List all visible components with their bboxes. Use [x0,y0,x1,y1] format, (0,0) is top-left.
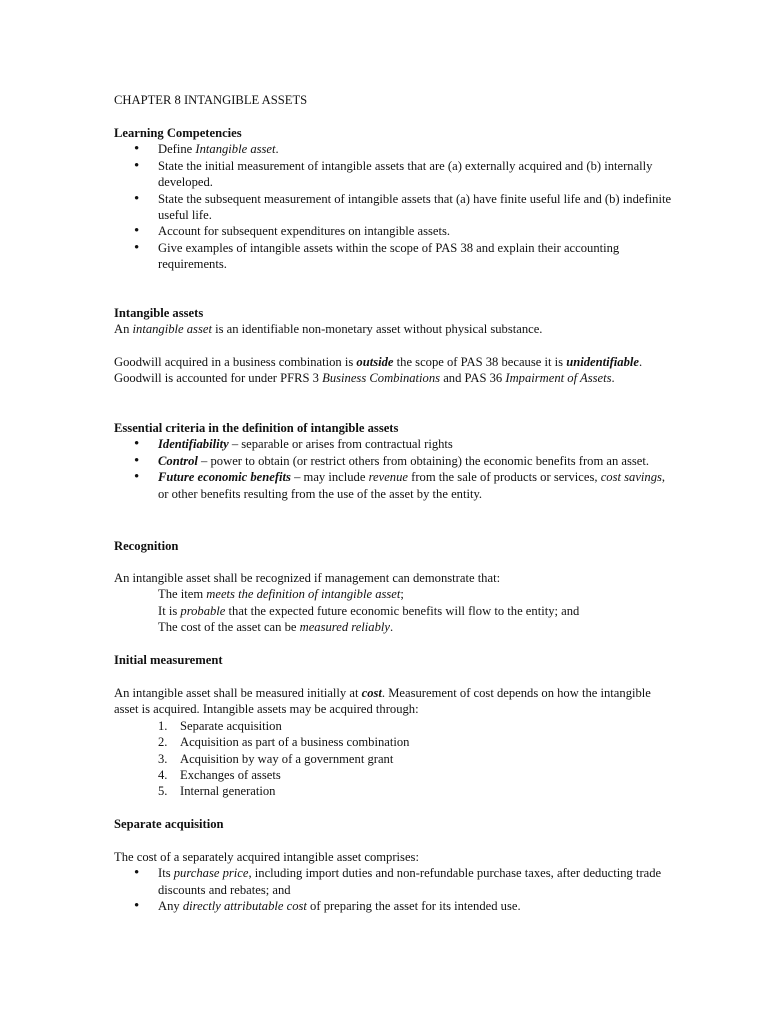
list-item: • Define Intangible asset. [114,141,674,157]
acquisition-methods-list [114,718,674,800]
list-item: • Any directly attributable cost of preparing the asset for its intended use. [114,898,674,914]
learning-competencies-section [114,125,674,273]
intangible-asset-definition: An intangible asset is an identifiable non-monetary asset without physical substance. [114,322,543,337]
list-item: 5. Internal generation [158,784,276,799]
list-item: 3. Acquisition by way of a government grant [158,751,394,766]
criteria-list [114,436,674,502]
recognition-line: The cost of the asset can be measured reliably. [158,620,394,635]
intangible-assets-heading: Intangible assets [114,306,204,320]
list-item: • Its purchase price, including import duties and non-refundable purchase taxes, after deducting trade discounts and rebates; and [114,865,674,898]
essential-criteria-section [114,420,674,502]
recognition-line: It is probable that the expected future economic benefits will flow to the entity; and [158,603,580,618]
list-item: • Give examples of intangible assets within the scope of PAS 38 and explain their accounting requirements. [114,240,674,273]
separate-acquisition-intro: The cost of a separately acquired intangible asset comprises: [114,850,419,864]
list-item: 4. Exchanges of assets [158,768,281,783]
goodwill-paragraph: Goodwill acquired in a business combination is outside the scope of PAS 38 because it is unidentifiable. Goodwill is accounted for under PFRS 3 Business Combinations and PAS 36 Impairment of Assets. [114,355,643,386]
recognition-line: The item meets the definition of intangible asset; [158,587,404,602]
list-item: 1. Separate acquisition [158,718,282,733]
initial-measurement-section [114,685,674,800]
list-item: • State the subsequent measurement of intangible assets that (a) have finite useful life and (b) indefinite useful life. [114,191,674,224]
list-item: • Identifiability – separable or arises from contractual rights [114,436,674,452]
recognition-heading: Recognition [114,539,179,553]
chapter-title: CHAPTER 8 INTANGIBLE ASSETS [114,93,308,107]
separate-acquisition-section [114,849,674,915]
list-item: • Account for subsequent expenditures on intangible assets. [114,223,674,239]
recognition-intro: An intangible asset shall be recognized if management can demonstrate that: [114,571,501,585]
separate-acquisition-heading: Separate acquisition [114,817,224,831]
cost-components-list [114,865,674,914]
essential-criteria-heading: Essential criteria in the definition of intangible assets [114,421,399,435]
list-item: • Future economic benefits – may include revenue from the sale of products or services, cost savings, or other benefits resulting from the use of the asset by the entity. [114,469,674,502]
list-item: 2. Acquisition as part of a business combination [158,735,410,750]
list-item: • Control – power to obtain (or restrict others from obtaining) the economic benefits from an asset. [114,453,674,469]
list-item: • State the initial measurement of intangible assets that are (a) externally acquired and (b) internally developed. [114,158,674,191]
learning-competencies-heading: Learning Competencies [114,126,242,140]
initial-measurement-paragraph: An intangible asset shall be measured initially at cost. Measurement of cost depends on how the intangible asset is acquired. Intangible assets may be acquired through: [114,686,651,717]
competencies-list [114,141,674,272]
recognition-section [114,570,674,636]
initial-measurement-heading: Initial measurement [114,653,223,667]
intangible-assets-section [114,305,674,338]
